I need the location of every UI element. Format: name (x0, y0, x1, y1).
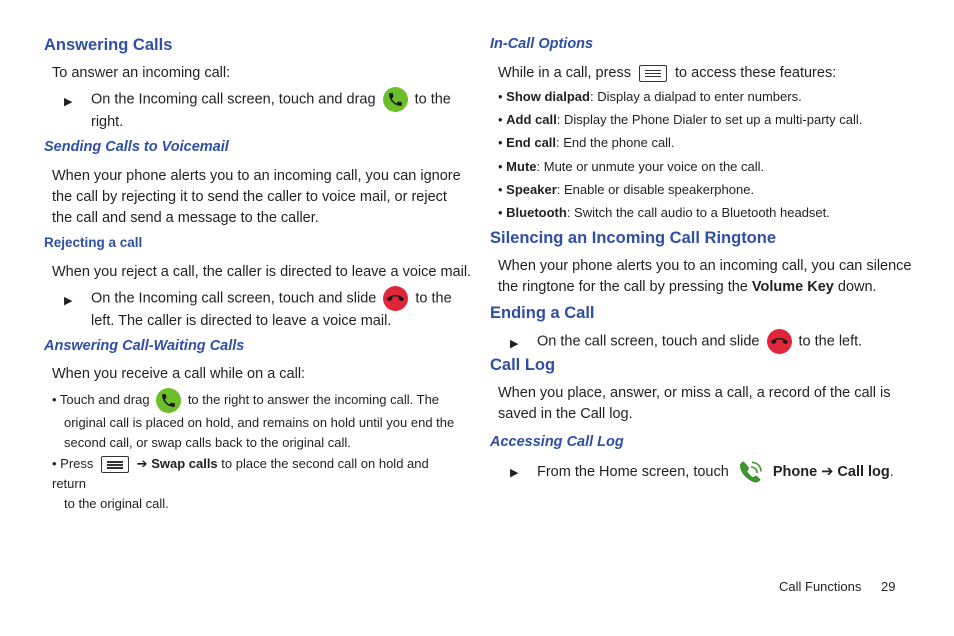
rejecting-intro: When you reject a call, the caller is directed to leave a voice mail. (52, 264, 472, 280)
rejecting-step-tail2: left. The caller is directed to leave a voice mail. (91, 313, 392, 329)
triangle-right-icon: ▶ (510, 338, 519, 350)
waiting-b2-line2: to the original call. (64, 496, 169, 511)
ending-step-tail: to the left. (798, 333, 863, 350)
phone-reject-icon (383, 286, 408, 311)
answering-step-text: On the Incoming call screen, touch and drag (91, 91, 376, 108)
incall-item-end-call: • End call: End the phone call. (498, 135, 675, 150)
accessing-step-text: From the Home screen, touch (537, 463, 729, 480)
menu-key-icon (639, 65, 667, 82)
rejecting-step (91, 286, 461, 332)
heading-rejecting: Rejecting a call (44, 235, 143, 250)
ending-step (537, 329, 862, 354)
accessing-phone: Phone (772, 463, 818, 480)
waiting-b1-line2: original call is placed on hold, and remains on hold until you end the (64, 415, 455, 430)
heading-call-waiting: Answering Call-Waiting Calls (44, 338, 245, 354)
answering-step-tail: to the (414, 91, 451, 108)
incall-term: Speaker (506, 182, 557, 197)
accessing-end: . (889, 463, 894, 480)
waiting-b2-tail: to place the second call on hold and return (52, 456, 429, 491)
triangle-right-icon: ▶ (64, 295, 73, 307)
heading-answering-calls: Answering Calls (44, 36, 173, 54)
incall-desc: : Switch the call audio to a Bluetooth headset. (566, 205, 830, 220)
ending-step-text: On the call screen, touch and slide (537, 333, 760, 350)
answering-step-tail2: right. (91, 114, 124, 130)
incall-desc: : Display a dialpad to enter numbers. (589, 89, 802, 104)
incall-desc: : End the phone call. (556, 135, 675, 150)
silencing-line1: When your phone alerts you to an incoming call, you can silence (498, 258, 912, 274)
incall-term: Bluetooth (506, 205, 567, 220)
triangle-right-icon: ▶ (510, 467, 519, 479)
waiting-b1-line3: second call, or swap calls back to the original call. (64, 435, 351, 450)
waiting-b2-bold: Swap calls (151, 456, 218, 471)
heading-silencing: Silencing an Incoming Call Ringtone (490, 229, 777, 247)
heading-call-log: Call Log (490, 356, 556, 374)
page-number: 29 (881, 579, 896, 594)
phone-reject-icon (767, 329, 792, 354)
heading-voicemail: Sending Calls to Voicemail (44, 139, 229, 155)
incall-desc: : Enable or disable speakerphone. (556, 182, 755, 197)
waiting-intro: When you receive a call while on a call: (52, 366, 306, 382)
incall-intro-tail: to access these features: (675, 65, 837, 81)
waiting-bullet-1 (52, 388, 462, 453)
calllog-paragraph (498, 383, 913, 425)
waiting-b1-tail: to the right to answer the incoming call. The (187, 391, 440, 407)
phone-app-icon (737, 458, 765, 486)
incall-intro-text: While in a call, press (498, 65, 631, 81)
incall-desc: : Display the Phone Dialer to set up a multi-party call. (556, 112, 863, 127)
waiting-bullet-2 (52, 454, 462, 514)
incall-item-bluetooth: • Bluetooth: Switch the call audio to a Bluetooth headset. (498, 205, 830, 220)
silencing-volume-key: Volume Key (751, 279, 834, 295)
phone-answer-icon (156, 388, 181, 413)
rejecting-step-tail: to the (415, 290, 452, 307)
triangle-right-icon: ▶ (64, 96, 73, 108)
accessing-step (537, 458, 894, 486)
answering-intro: To answer an incoming call: (52, 65, 231, 81)
silencing-paragraph (498, 256, 913, 298)
incall-term: Mute (506, 159, 537, 174)
voicemail-paragraph (52, 166, 472, 229)
incall-term: Show dialpad (506, 89, 590, 104)
silencing-line2-tail: down. (837, 279, 877, 295)
footer-section-name: Call Functions (779, 579, 862, 594)
voicemail-line1: When your phone alerts you to an incoming call, you can ignore (52, 168, 461, 184)
incall-term: Add call (506, 112, 557, 127)
voicemail-line3: the call and send a message to the caller. (52, 210, 319, 226)
waiting-b2-text: • Press (52, 456, 94, 471)
heading-in-call-options: In-Call Options (490, 36, 594, 52)
incall-desc: : Mute or unmute your voice on the call. (536, 159, 765, 174)
incall-item-show-dialpad: • Show dialpad: Display a dialpad to enter numbers. (498, 89, 802, 104)
answering-step (91, 87, 451, 133)
incall-term: End call (506, 135, 557, 150)
incall-intro (498, 63, 836, 84)
accessing-arrow: ➔ (821, 463, 834, 480)
silencing-line2: the ringtone for the call by pressing the (498, 279, 748, 295)
menu-key-icon (101, 456, 129, 473)
accessing-call-log: Call log (837, 463, 890, 480)
incall-item-mute: • Mute: Mute or unmute your voice on the call. (498, 159, 765, 174)
calllog-line1: When you place, answer, or miss a call, a record of the call is (498, 385, 891, 401)
waiting-b1-text: • Touch and drag (52, 391, 150, 407)
calllog-line2: saved in the Call log. (498, 406, 633, 422)
rejecting-step-text: On the Incoming call screen, touch and slide (91, 290, 377, 307)
heading-ending-call: Ending a Call (490, 304, 595, 322)
heading-accessing-call-log: Accessing Call Log (490, 434, 624, 450)
voicemail-line2: the call by rejecting it to send the caller to voice mail, or reject (52, 189, 447, 205)
waiting-b2-arrow: ➔ (136, 456, 148, 471)
phone-answer-icon (383, 87, 408, 112)
incall-item-speaker: • Speaker: Enable or disable speakerphone. (498, 182, 755, 197)
incall-item-add-call: • Add call: Display the Phone Dialer to set up a multi-party call. (498, 112, 863, 127)
